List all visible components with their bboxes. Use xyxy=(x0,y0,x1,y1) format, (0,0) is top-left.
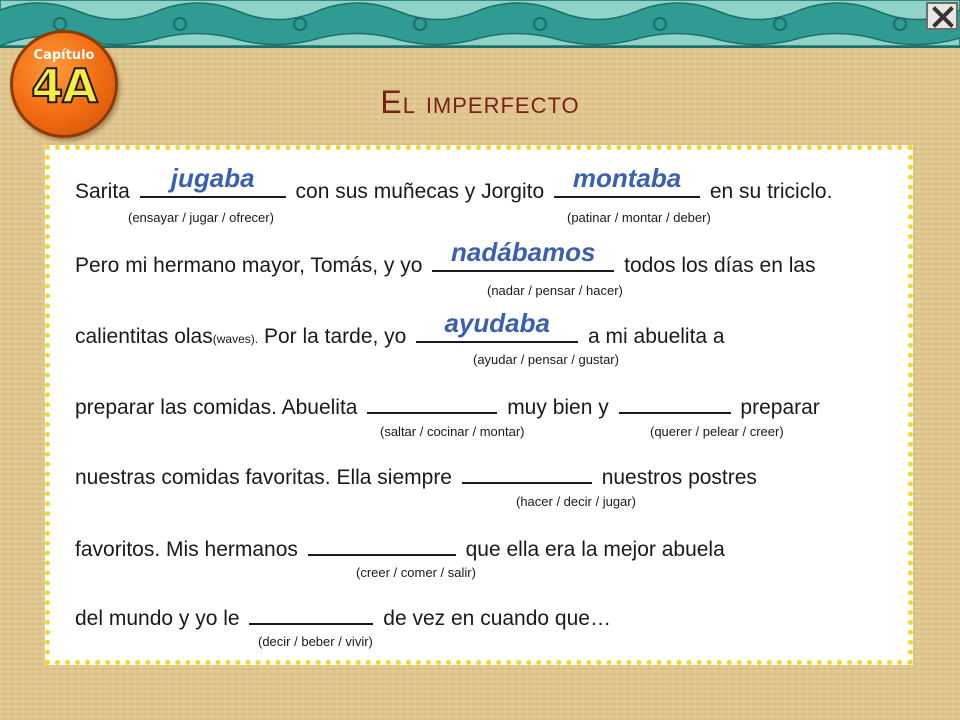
answer-montaba: montaba xyxy=(572,163,682,193)
exercise-line-1 xyxy=(75,163,833,204)
exercise-line-7 xyxy=(75,603,611,631)
close-button[interactable] xyxy=(926,2,958,30)
decorative-banner xyxy=(0,0,960,48)
answer-blank-2[interactable] xyxy=(554,163,700,198)
hint-4b: (querer / pelear / creer) xyxy=(650,424,784,439)
answer-blank-3[interactable] xyxy=(432,237,614,272)
hint-7: (decir / beber / vivir) xyxy=(258,634,373,649)
line-6-post: que ella era la mejor abuela xyxy=(465,538,725,561)
line-3-note: (waves). xyxy=(212,332,259,346)
exercise-line-6 xyxy=(75,534,725,562)
line-2-pre: Pero mi hermano mayor, Tomás, y yo xyxy=(75,254,423,277)
page-title: El imperfecto xyxy=(380,84,580,120)
hint-1a: (ensayar / jugar / ofrecer) xyxy=(128,210,274,225)
answer-jugaba: jugaba xyxy=(170,163,255,193)
line-5-pre: nuestras comidas favoritas. Ella siempre xyxy=(75,466,452,489)
close-icon xyxy=(932,6,954,28)
hint-6: (creer / comer / salir) xyxy=(356,565,476,580)
line-3-pre: calientitas olas xyxy=(75,325,213,348)
answer-blank-1[interactable] xyxy=(140,163,286,198)
line-4-mid: muy bien y xyxy=(507,396,609,419)
hint-4a: (saltar / cocinar / montar) xyxy=(380,424,525,439)
line-1-pre: Sarita xyxy=(75,180,130,203)
exercise-line-3 xyxy=(75,308,725,349)
line-4-pre: preparar las comidas. Abuelita xyxy=(75,396,358,419)
badge-label: Capítulo xyxy=(33,48,95,63)
answer-blank-6[interactable] xyxy=(619,392,731,414)
line-7-pre: del mundo y yo le xyxy=(75,607,240,630)
answer-blank-9[interactable] xyxy=(249,603,373,625)
hint-1b: (patinar / montar / deber) xyxy=(567,210,711,225)
badge-number: 4A xyxy=(31,59,97,113)
line-1-mid: con sus muñecas y Jorgito xyxy=(295,180,545,203)
exercise-line-5 xyxy=(75,462,757,490)
answer-blank-8[interactable] xyxy=(308,534,456,556)
line-2-post: todos los días en las xyxy=(624,254,816,277)
banner-pattern xyxy=(0,0,960,46)
line-5-post: nuestros postres xyxy=(601,466,757,489)
answer-ayudaba: ayudaba xyxy=(444,308,550,338)
line-6-pre: favoritos. Mis hermanos xyxy=(75,538,298,561)
exercise-line-4 xyxy=(75,392,820,420)
line-3-post: a mi abuelita a xyxy=(588,325,725,348)
hint-2: (nadar / pensar / hacer) xyxy=(487,283,623,298)
line-3-mid: Por la tarde, yo xyxy=(263,325,407,348)
answer-blank-4[interactable] xyxy=(416,308,578,343)
hint-5: (hacer / decir / jugar) xyxy=(516,494,636,509)
exercise-line-2 xyxy=(75,237,816,278)
hint-3: (ayudar / pensar / gustar) xyxy=(473,352,619,367)
line-1-post: en su triciclo. xyxy=(709,180,833,203)
answer-nadabamos: nadábamos xyxy=(451,237,596,267)
line-4-post: preparar xyxy=(740,396,820,419)
line-7-post: de vez en cuando que… xyxy=(383,607,611,630)
answer-blank-7[interactable] xyxy=(462,462,592,484)
answer-blank-5[interactable] xyxy=(367,392,497,414)
